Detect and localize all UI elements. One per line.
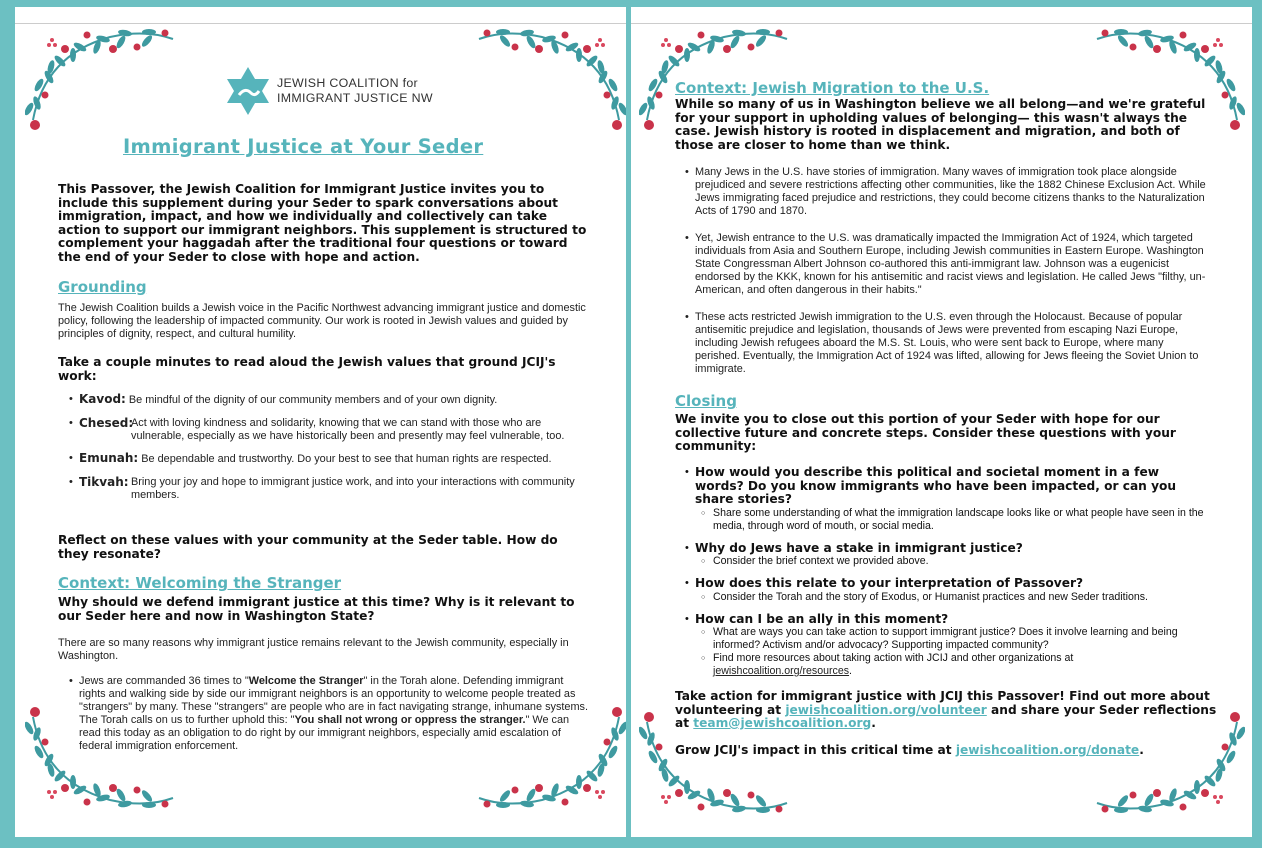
- question-subitem: ○ Consider the Torah and the story of Exodus, or Humanist practices and new Seder traditions.: [695, 591, 1206, 604]
- intro-paragraph: This Passover, the Jewish Coalition for Immigrant Justice invites you to include this supplement during your Seder to spark conversations about immigration, impact, and how we individually and collectively can take action to support our immigrant neighbors. This supplement is structured to complement your haggadah after the traditional four questions or toward the end of your Seder to close with hope and action.: [58, 182, 587, 264]
- page-title: Immigrant Justice at Your Seder: [123, 135, 484, 158]
- email-link[interactable]: team@jewishcoalition.org: [693, 716, 872, 730]
- logo: [225, 65, 433, 117]
- question-subitem: ○ What are ways you can take action to support immigrant justice? Does it involve learning and being informed? Activism and/or advocacy? Supporting impacted community?: [695, 626, 1206, 652]
- volunteer-link[interactable]: jewishcoalition.org/volunteer: [785, 702, 987, 717]
- welcome-bullet: • Jews are commanded 36 times to "Welcome the Stranger" in the Torah alone. Defending immigrant rights and walking side by side our immigrant neighbors is an opportunity to welcome people treated as "strangers" by many. These "strangers" are people who are in fact navigating strange, inhumane systems. The Torah calls on us to further uphold this: "You shall not wrong or oppress the stranger." We can read this today as an obligation to do right by our immigrant neighbors, especially amid escalation of federal immigration enforcement.: [65, 675, 590, 753]
- migration-bullet: • Yet, Jewish entrance to the U.S. was dramatically impacted the Immigration Act of 1924, which targeted individuals from Asia and Southern Europe, including Jewish communities in Eastern Europe. Washington State Congressman Albert Johnson co-authored this anti-immigrant law. Johnson was a eugenicist endorsed by the KKK, known for his antisemitic and racist views and legislation. He called Jews "filthy, un-American, and often dangerous in their habits.": [681, 232, 1206, 297]
- grounding-heading: Grounding: [58, 278, 147, 296]
- welcome-question: Why should we defend immigrant justice at this time? Why is it relevant to our Seder here and now in Washington State?: [58, 595, 575, 623]
- donate-link[interactable]: jewishcoalition.org/donate: [955, 743, 1140, 757]
- page-divider: [15, 23, 626, 24]
- value-item: • Emunah: Be dependable and trustworthy. Do your best to see that human rights are respected.: [65, 452, 590, 466]
- question-item: • Why do Jews have a stake in immigrant justice? ○ Consider the brief context we provided above.: [681, 542, 1206, 569]
- value-item: • Chesed: Act with loving kindness and solidarity, knowing that we can stand with those who are vulnerable, especially as we have historically been and presently may feel vulnerable, too.: [65, 417, 590, 443]
- question-item: • How does this relate to your interpretation of Passover? ○ Consider the Torah and the story of Exodus, or Humanist practices and new Seder traditions.: [681, 577, 1206, 604]
- question-item: • How would you describe this political and societal moment in a few words? Do you know immigrants who have been impacted, or can you share stories? ○ Share some understanding of what the immigration landscape looks like or what people have seen in the media, through word of mouth, or social media.: [681, 466, 1206, 533]
- star-of-david-icon: [225, 65, 271, 117]
- donate-paragraph: Grow JCIJ's impact in this critical time at jewishcoalition.org/donate.: [675, 743, 1144, 757]
- value-item: • Tikvah: Bring your joy and hope to immigrant justice work, and into your interactions with community members.: [65, 476, 590, 502]
- migration-bullet: • These acts restricted Jewish immigration to the U.S. even through the Holocaust. Because of popular antisemitic prejudice and legislation, thousands of Jews were prevented from escaping Nazi Europe, including Jewish refugees aboard the M.S. St. Louis, who were sent back to Europe, where many perished. Eventually, the Immigration Act of 1924 was lifted, allowing for Jews fleeing the Soviet Union to immigrate.: [681, 311, 1206, 376]
- floral-corner-decoration: [477, 25, 626, 135]
- logo-line1: JEWISH COALITION for: [277, 76, 418, 90]
- question-subitem: ○ Share some understanding of what the immigration landscape looks like or what people have seen in the media, through word of mouth, or social media.: [695, 507, 1206, 533]
- question-item: • How can I be an ally in this moment? ○ What are ways you can take action to support immigrant justice? Does it involve learning and being informed? Activism and/or advocacy? Supporting impacted community? ○ Find more resources about taking action with JCIJ and other organizations at jewishcoalition.org/resources.: [681, 613, 1206, 679]
- welcoming-stranger-heading: Context: Welcoming the Stranger: [58, 574, 342, 592]
- migration-heading: Context: Jewish Migration to the U.S.: [675, 79, 990, 97]
- resources-link[interactable]: jewishcoalition.org/resources: [713, 665, 850, 677]
- question-subitem: ○ Consider the brief context we provided above.: [695, 555, 1206, 568]
- right-page: [631, 7, 1252, 837]
- reflect-prompt: Reflect on these values with your community at the Seder table. How do they resonate?: [58, 533, 558, 561]
- grounding-text: The Jewish Coalition builds a Jewish voice in the Pacific Northwest advancing immigrant justice and domestic policy, following the leadership of impacted community. Our work is rooted in Jewish values and guided by principles of dignity, respect, and cultural humility.: [58, 302, 586, 340]
- logo-line2: IMMIGRANT JUSTICE NW: [277, 91, 433, 105]
- migration-intro: While so many of us in Washington believe we all belong—and we're grateful for your support in upholding values of belonging— this wasn't always the case. Jewish history is rooted in displacement and migration, and both of those are closer to home than we think.: [675, 97, 1206, 152]
- action-paragraph: Take action for immigrant justice with JCIJ this Passover! Find out more about volunteering at jewishcoalition.org/volunteer and share your Seder reflections at team@jewishcoalition.org.: [675, 689, 1217, 730]
- left-page: [15, 7, 626, 837]
- values-prompt: Take a couple minutes to read aloud the Jewish values that ground JCIJ's work:: [58, 355, 556, 383]
- floral-corner-decoration: [25, 25, 175, 135]
- closing-intro: We invite you to close out this portion of your Seder with hope for our collective future and concrete steps. Consider these questions with your community:: [675, 412, 1176, 453]
- welcome-text: There are so many reasons why immigrant justice remains relevant to the Jewish community, especially in Washington.: [58, 637, 569, 662]
- question-subitem: ○ Find more resources about taking action with JCIJ and other organizations at jewishcoalition.org/resources.: [695, 652, 1206, 678]
- page-divider: [631, 23, 1252, 24]
- closing-heading: Closing: [675, 392, 737, 410]
- value-item: • Kavod: Be mindful of the dignity of our community members and of your own dignity.: [65, 393, 590, 407]
- migration-bullet: • Many Jews in the U.S. have stories of immigration. Many waves of immigration took place alongside prejudiced and severe restrictions affecting other communities, like the 1882 Chinese Exclusion Act. While Jews immigrating faced prejudice and restrictions, they could become citizens thanks to the Naturalization Acts of 1790 and 1870.: [681, 166, 1206, 218]
